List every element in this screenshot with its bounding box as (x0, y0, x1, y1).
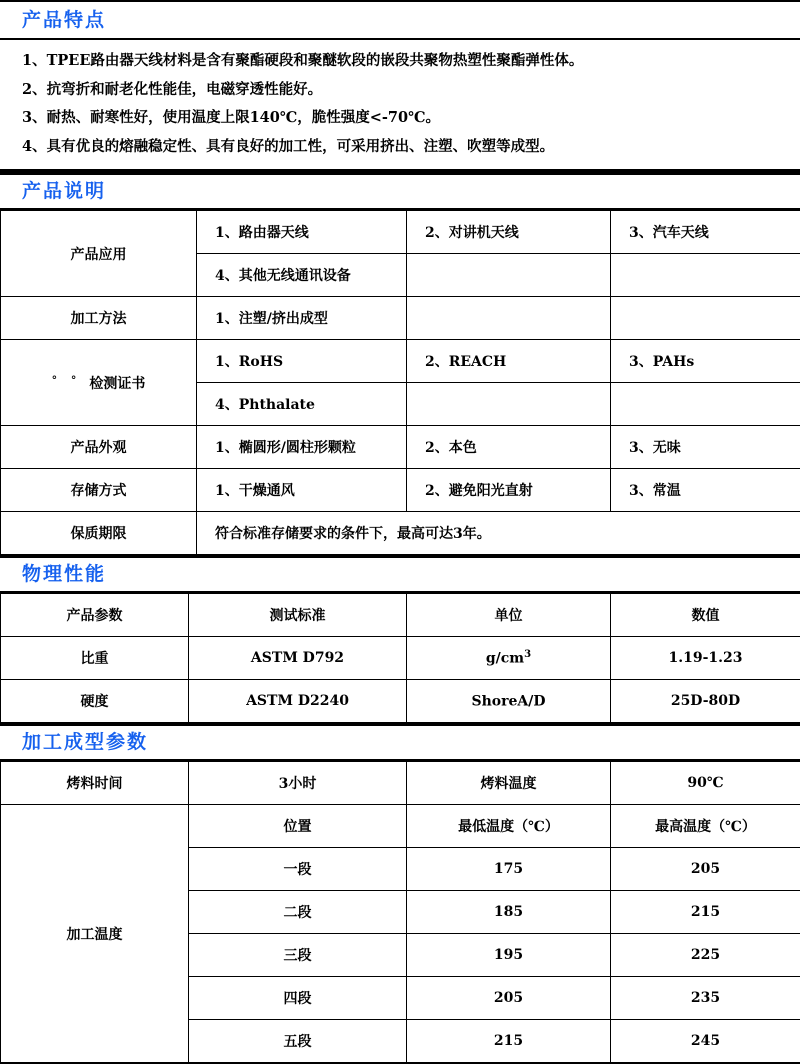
section-title-features: 产品特点 (22, 11, 106, 30)
table-row (1, 469, 800, 512)
feature-item: 1、TPEE路由器天线材料是含有聚酯硬段和聚醚软段的嵌段共聚物热塑性聚酯弹性体。 (0, 47, 800, 76)
cell-zone-min: 205 (407, 977, 611, 1020)
cell-method-blank-1 (407, 297, 611, 340)
row-label-shelf-life: 保质期限 (1, 512, 197, 555)
cell-storage-3: 3、常温 (611, 469, 800, 512)
row-label-processing-temperature: 加工温度 (1, 805, 189, 1064)
section-title-physical: 物理性能 (22, 565, 106, 584)
cell-application-blank-1 (407, 254, 611, 297)
table-row (1, 680, 800, 723)
row-label-storage: 存储方式 (1, 469, 197, 512)
cell-physical-standard: ASTM D792 (189, 637, 407, 680)
cell-application-3: 3、汽车天线 (611, 211, 800, 254)
table-row (1, 762, 800, 805)
feature-item: 3、耐热、耐寒性好，使用温度上限140℃，脆性强度<-70℃。 (0, 104, 800, 133)
cell-appearance-1: 1、椭圆形/圆柱形颗粒 (197, 426, 407, 469)
table-row (1, 297, 800, 340)
cell-physical-unit (407, 637, 611, 680)
cell-physical-parameter: 硬度 (1, 680, 189, 723)
cell-cert-4: 4、Phthalate (197, 383, 407, 426)
cell-cert-2: 2、REACH (407, 340, 611, 383)
cell-physical-value: 25D-80D (611, 680, 800, 723)
cell-shelf-life-value: 符合标准存储要求的条件下，最高可达3年。 (197, 512, 800, 555)
cell-zone-position: 五段 (189, 1020, 407, 1064)
cell-application-1: 1、路由器天线 (197, 211, 407, 254)
cell-storage-2: 2、避免阳光直射 (407, 469, 611, 512)
section-header-processing (0, 723, 800, 761)
cell-zone-min: 185 (407, 891, 611, 934)
cell-cert-blank-2 (611, 383, 800, 426)
table-header-row (1, 805, 800, 848)
section-header-features (0, 0, 800, 40)
section-title-processing: 加工成型参数 (22, 733, 148, 752)
cell-cert-blank-1 (407, 383, 611, 426)
table-row (1, 340, 800, 383)
cell-physical-standard: ASTM D2240 (189, 680, 407, 723)
features-list (0, 40, 800, 172)
feature-item: 2、抗弯折和耐老化性能佳，电磁穿透性能好。 (0, 76, 800, 105)
cell-zone-min: 195 (407, 934, 611, 977)
cell-physical-unit-text: g/cm (486, 651, 524, 667)
cell-physical-unit (407, 680, 611, 723)
cell-zone-max: 245 (611, 1020, 800, 1064)
cell-physical-parameter: 比重 (1, 637, 189, 680)
cell-storage-1: 1、干燥通风 (197, 469, 407, 512)
cell-application-2: 2、对讲机天线 (407, 211, 611, 254)
header-position: 位置 (189, 805, 407, 848)
cell-zone-min: 215 (407, 1020, 611, 1064)
processing-table-wrap (0, 761, 800, 1064)
header-unit: 单位 (407, 594, 611, 637)
header-standard: 测试标准 (189, 594, 407, 637)
cell-zone-min: 175 (407, 848, 611, 891)
cell-method-1: 1、注塑/挤出成型 (197, 297, 407, 340)
header-value: 数值 (611, 594, 800, 637)
header-parameter: 产品参数 (1, 594, 189, 637)
table-row (1, 211, 800, 254)
row-label-dry-time: 烤料时间 (1, 762, 189, 805)
section-header-description (0, 172, 800, 210)
row-label-dry-temp: 烤料温度 (407, 762, 611, 805)
cell-dry-time-value: 3小时 (189, 762, 407, 805)
cell-zone-position: 二段 (189, 891, 407, 934)
cell-appearance-2: 2、本色 (407, 426, 611, 469)
description-table-wrap (0, 210, 800, 555)
cell-cert-3: 3、PAHs (611, 340, 800, 383)
physical-table-wrap (0, 593, 800, 723)
cell-zone-max: 205 (611, 848, 800, 891)
header-max-temp: 最高温度（℃） (611, 805, 800, 848)
section-header-physical (0, 555, 800, 593)
cell-method-blank-2 (611, 297, 800, 340)
cell-dry-temp-value: 90℃ (611, 762, 800, 805)
row-label-application: 产品应用 (1, 211, 197, 297)
cell-zone-position: 三段 (189, 934, 407, 977)
header-min-temp: 最低温度（℃） (407, 805, 611, 848)
cell-physical-value: 1.19-1.23 (611, 637, 800, 680)
cell-zone-max: 235 (611, 977, 800, 1020)
cell-zone-position: 一段 (189, 848, 407, 891)
feature-item: 4、具有优良的熔融稳定性、具有良好的加工性，可采用挤出、注塑、吹塑等成型。 (0, 133, 800, 162)
row-label-method: 加工方法 (1, 297, 197, 340)
section-title-description: 产品说明 (22, 182, 106, 201)
row-label-certificates (1, 340, 197, 426)
cell-cert-1: 1、RoHS (197, 340, 407, 383)
description-table (0, 210, 800, 555)
row-label-appearance: 产品外观 (1, 426, 197, 469)
processing-parameters-table (0, 761, 800, 1064)
cell-zone-max: 215 (611, 891, 800, 934)
cell-physical-unit-exponent: 3 (524, 649, 531, 660)
cell-zone-max: 225 (611, 934, 800, 977)
cell-zone-position: 四段 (189, 977, 407, 1020)
table-row (1, 637, 800, 680)
table-header-row (1, 594, 800, 637)
row-label-certificates-text: 检测证书 (89, 376, 145, 392)
cell-physical-unit-text: ShoreA/D (471, 694, 545, 710)
degree-marks-icon: ° ° (52, 374, 82, 387)
cell-application-4: 4、其他无线通讯设备 (197, 254, 407, 297)
cell-appearance-3: 3、无味 (611, 426, 800, 469)
table-row (1, 512, 800, 555)
cell-application-blank-2 (611, 254, 800, 297)
physical-properties-table (0, 593, 800, 723)
table-row (1, 426, 800, 469)
